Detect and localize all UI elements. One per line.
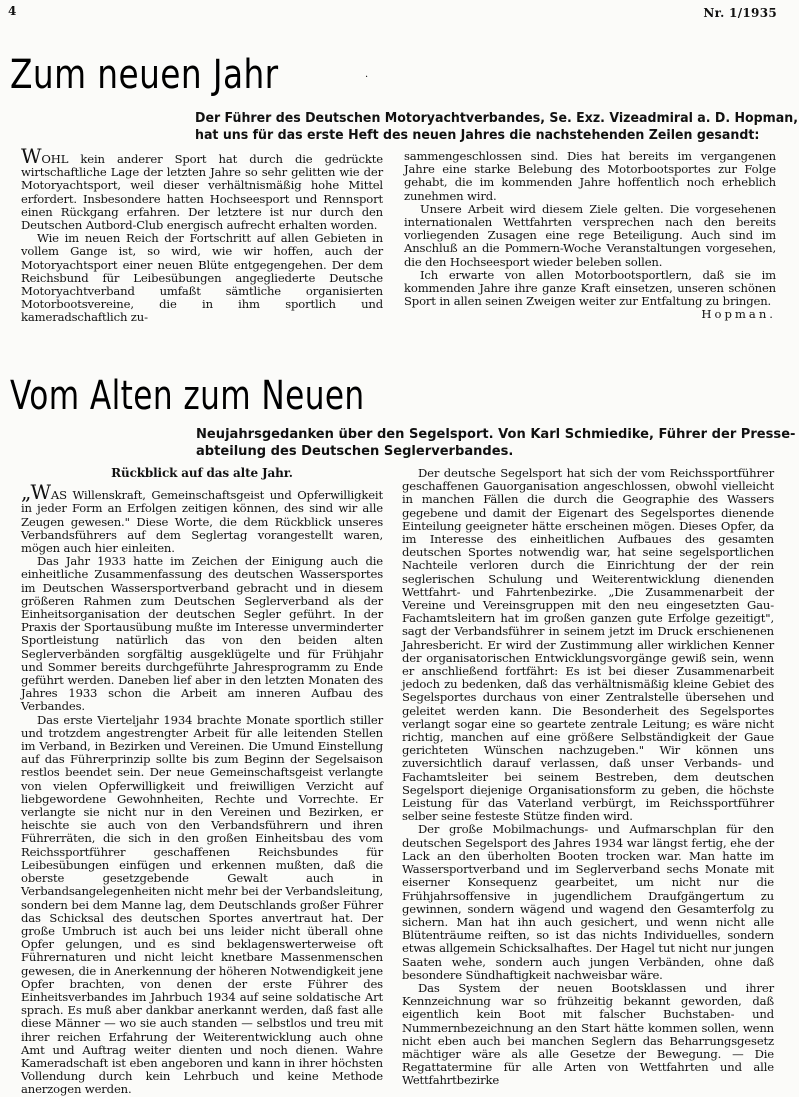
subtitle-line: Der Führer des Deutschen Motoryachtverbandes, Se. Exz. Vizeadmiral a. D. Hopman, <box>195 110 798 126</box>
paragraph: Das System der neuen Bootsklassen und ihrer Kennzeichnung war so frühzeitig bekannt geworden, daß eigentlich kein Boot mit falscher Buchstaben- und Nummernbezeichnung an den Start hätte kommen sollen, wenn nicht eben auch bei manchen Seglern das Beharrungsgesetz mächtiger wäre als alle Gesetze der Bewegung. — Die Regattatermine für alle Arten von Wettfahrten und alle Wettfahrtbezirke <box>402 980 774 1088</box>
paragraph: Der deutsche Segelsport hat sich der vom Reichssportführer geschaffenen Gauorganisation angeschlossen, obwohl vielleicht in manchen Fällen die durch die Geographie des Wassers gegebene und damit der Eigenart des Segelsportes dienende Einteilung geeigneter hätte erscheinen mögen. Dieses Opfer, da im Interesse des einheitlichen Aufbaues des gesamten deutschen Sportes notwendig war, hat seine segelsportlichen Nachteile verloren durch die Einrichtung der der rein seglerischen Schulung und Weiterentwicklung dienenden Wettfahrt- und Fahrtenbezirke. „Die Zusammenarbeit der Vereine und Vereinsgruppen mit den neu eingesetzten Gau-Fachamtsleitern hat im großen ganzen gute Erfolge gezeitigt", sagt der Verbandsführer in seinem jetzt im Druck erschienenen Jahresbericht. Er wird der Zustimmung aller wirklichen Kenner der organisatorischen Entwicklungsvorgänge gewiß sein, wenn er anschließend fortfährt: Es ist bei dieser Zusammenarbeit jedoch zu bedenken, daß das verhältnismäßig kleine Gebiet des Segelsportes durchaus von einer Zentralstelle übersehen und geleitet werden kann. Die Besonderheit des Segelsportes verlangt sogar eine so geartete zentrale Leitung; es wäre nicht richtig, manchen auf eine größere Selbständigkeit der Gaue gerichteten Wünschen nachzugeben." Wir können uns zuversichtlich darauf verlassen, daß unser Verbands- und Fachamtsleiter bei seinem Bestreben, dem deutschen Segelsport diejenige Organisationsform zu geben, die höchste Leistung für das Vaterland verbürgt, im Reichssportführer selber seine festeste Stütze finden wird. <box>402 466 774 824</box>
paragraph: Unsere Arbeit wird diesem Ziele gelten. Die vorgesehenen internationalen Wettfahrten versprechen nach den bereits vorliegenden Zusagen eine rege Beteiligung. Auch sind im Anschluß an die Pommern-Woche Veranstaltungen vorgesehen, die den Hochseesport wieder beleben sollen. <box>404 201 776 269</box>
section-heading: Rückblick auf das alte Jahr. <box>111 466 293 480</box>
drop-cap: W <box>21 144 42 168</box>
subtitle-line: hat uns für das erste Heft des neuen Jahres die nachstehenden Zeilen gesandt: <box>195 127 760 143</box>
paragraph <box>404 267 776 322</box>
paragraph: Der große Mobilmachungs- und Aufmarschplan für den deutschen Segelsport des Jahres 1934 war längst fertig, ehe der Lack an den überholten Booten trocken war. Man hatte im Wassersportverband und im Seglerverband sechs Monate mit eiserner Konsequenz gearbeitet, um nicht nur die Frühjahrsoffensive in jugendlichem Draufgängertum zu gewinnen, sondern wägend und wagend den Gesamterfolg zu sichern. Man hat ihn auch gesichert, und wenn nicht alle Blütenträume reiften, so ist das nichts Individuelles, sondern etwas allgemein Schicksalhaftes. Der Hagel tut nicht nur jungen Saaten wehe, sondern auch jungen Verbänden, ohne daß besondere Sündhaftigkeit nachweisbar wäre. <box>402 822 774 982</box>
paragraph <box>21 480 383 556</box>
paragraph: sammengeschlossen sind. Dies hat bereits im vergangenen Jahre eine starke Belebung des Motorbootsportes zur Folge gehabt, die im kommenden Jahre hoffentlich noch erheblich zunehmen wird. <box>404 149 776 203</box>
article-subtitle <box>196 426 795 460</box>
subtitle-line: Neujahrsgedanken über den Segelsport. Von Karl Schmiedike, Führer der Presse- <box>196 426 796 442</box>
article-subtitle <box>195 110 798 144</box>
stray-mark: · <box>365 72 369 83</box>
issue-number: Nr. 1/1935 <box>703 6 777 20</box>
paragraph-text: OHL kein anderer Sport hat durch die gedrückte wirtschaftliche Lage der letzten Jahre so sehr gelitten wie der Motoryachtsport, weil dieser verhältnismäßig hohe Mittel erfordert. Insbesondere hatten Hochseesport und Rennsport einen Rückgang erfahren. Der letztere ist nur durch den Deutschen Autbord-Club energisch aufrecht erhalten worden. <box>21 152 383 233</box>
drop-cap: „W <box>21 480 51 505</box>
article1-column-left <box>21 144 383 325</box>
paragraph: Wie im neuen Reich der Fortschritt auf allen Gebieten in vollem Gange ist, so wird, wie wir hoffen, auch der Motoryachtsport einer neuen Blüte entgegengehen. Der dem Reichsbund für Leibesübungen angegliederte Deutsche Motoryachtverband umfaßt sämtliche organisierten Motorbootsvereine, die in ihm sportlich und kameradschaftlich zu- <box>21 231 383 325</box>
paragraph <box>21 144 383 233</box>
page-number: 4 <box>8 4 17 18</box>
subtitle-line: abteilung des Deutschen Seglerverbandes. <box>196 443 514 459</box>
article-title-zum-neuen-jahr: Zum neuen Jahr <box>10 52 279 98</box>
article2-column-right <box>402 467 774 1088</box>
article2-column-left <box>21 467 383 1097</box>
paragraph-text: AS Willenskraft, Gemeinschaftsgeist und Opferwilligkeit in jeder Form an Erfolgen zeitigen können, des sind wir alle Zeugen gewesen." Diese Worte, die dem Rückblick unseres Verbandsführers auf dem Seglertag vorangestellt waren, mögen auch hier einleiten. <box>21 488 383 556</box>
paragraph: Das erste Vierteljahr 1934 brachte Monate sportlich stiller und trotzdem angestrengter Arbeit für alle leitenden Stellen im Verband, in Bezirken und Vereinen. Die Umund Einstellung auf das Führerprinzip sollte bis zum Beginn der Segelsaison restlos beendet sein. Der neue Gemeinschaftsgeist verlangte von vielen Opferwilligkeit und freiwilligen Verzicht auf liebgewordene Gewohnheiten, Rechte und Vorrechte. Er verlangte sie nicht nur in den Vereinen und Bezirken, er heischte sie auch von den Verbandsführern und ihren Führerräten, die sich in den großen Einheitsbau des vom Reichssportführer geschaffenen Reichsbundes für Leibesübungen einfügen und erkennen mußten, daß die oberste gesetzgebende Gewalt auch in Verbandsangelegenheiten nicht mehr bei der Verbandsleitung, sondern bei dem Manne lag, dem Deutschlands großer Führer das Schicksal des deutschen Sportes anvertraut hat. Der große Umbruch ist auch bei uns leider nicht überall ohne Opfer gelungen, und es sind beklagenswerterweise oft Führernaturen und nicht leicht knetbare Massenmenschen gewesen, die in Anerkennung der höheren Notwendigkeit jene Opfer brachten, von denen der erste Führer des Einheitsverbandes im Jahrbuch 1934 auf seine soldatische Art sprach. Es muß aber dankbar anerkannt werden, daß fast alle diese Männer — wo sie auch standen — selbstlos und treu mit ihrer reichen Erfahrung der Weiterentwicklung auch ohne Amt und Auftrag weiter dienten und noch dienen. Wahre Kameradschaft ist eben angeboren und kann in ihrer höchsten Vollendung durch kein Lehrbuch und keine Methode anerzogen werden. <box>21 712 383 1097</box>
article-title-vom-alten-zum-neuen: Vom Alten zum Neuen <box>10 373 365 419</box>
paragraph: Das Jahr 1933 hatte im Zeichen der Einigung auch die einheitliche Zusammenfassung des deutschen Wassersportes im Deutschen Wassersportverband gebracht und in diesem größeren Rahmen zum Deutschen Seglerverband als der Einheitsorganisation der deutschen Segler geführt. In der Praxis der Sportausübung mußte im Interesse unverminderter Sportleistung natürlich das von den beiden alten Seglerverbänden sorgfältig ausgeklügelte und für Frühjahr und Sommer bereits durchgeführte Jahresprogramm zu Ende geführt werden. Daneben lief aber in den letzten Monaten des Jahres 1933 schon die Arbeit am inneren Aufbau des Verbandes. <box>21 554 383 714</box>
signature: Hopman. <box>701 307 776 322</box>
paragraph-text: Ich erwarte von allen Motorbootsportlern, daß sie im kommenden Jahre ihre ganze Kraft einsetzen, unseren schönen Sport in allen seinen Zweigen weiter zur Entfaltung zu bringen. <box>404 267 776 309</box>
article1-column-right <box>404 150 776 322</box>
